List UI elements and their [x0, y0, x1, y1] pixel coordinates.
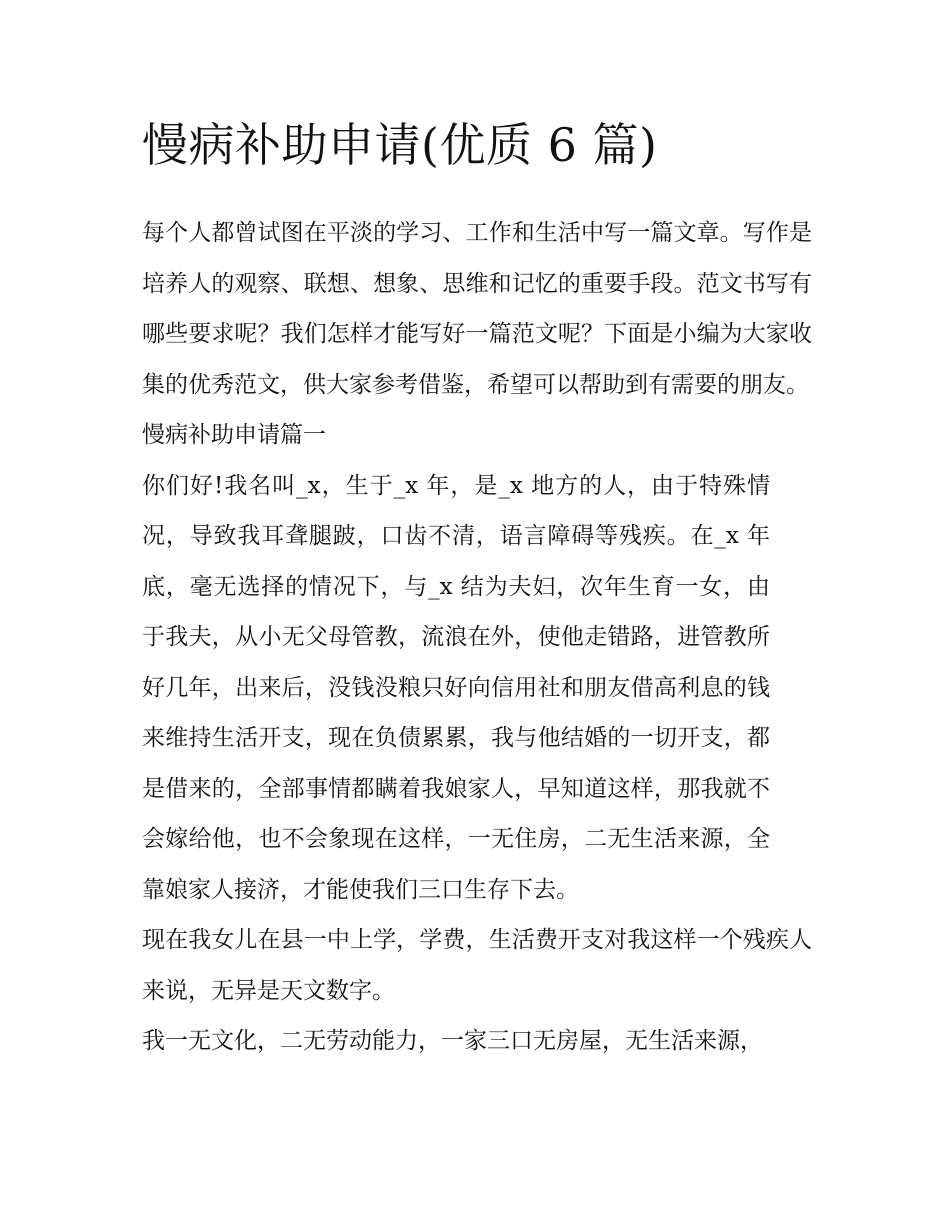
intro-paragraph: 每个人都曾试图在平淡的学习、工作和生活中写一篇文章。写作是培养人的观察、联想、想象、思维和记忆的重要手段。范文书写有哪些要求呢？我们怎样才能写好一篇范文呢？下面是小编为大家收集的优秀范文，供大家参考借鉴，希望可以帮助到有需要的朋友。	[142, 220, 812, 398]
body-paragraph-3: 我一无文化，二无劳动能力，一家三口无房屋，无生活来源，	[142, 1028, 763, 1054]
document-title: 慢病补助申请(优质 6 篇)	[142, 118, 658, 172]
body-paragraph-2: 现在我女儿在县一中上学，学费，生活费开支对我这样一个残疾人来说，无异是天文数字。	[142, 927, 812, 1004]
section-heading: 慢病补助申请篇一	[142, 422, 326, 448]
body-paragraph-1: 你们好!我名叫_x，生于_x 年，是_x 地方的人，由于特殊情况，导致我耳聋腿跛，口齿不清，语言障碍等残疾。在_x 年底，毫无选择的情况下，与_x 结为夫妇，次年生育一女，由于我夫，从小无父母管教，流浪在外，使他走错路，进管教所好几年，出来后，没钱没粮只好向信用社和朋友借高利息的钱来维持生活开支，现在负债累累，我与他结婚的一切开支，都是借来的，全部事情都瞒着我娘家人，早知道这样，那我就不会嫁给他，也不会象现在这样，一无住房，二无生活来源，全靠娘家人接济，才能使我们三口生存下去。	[142, 472, 770, 903]
